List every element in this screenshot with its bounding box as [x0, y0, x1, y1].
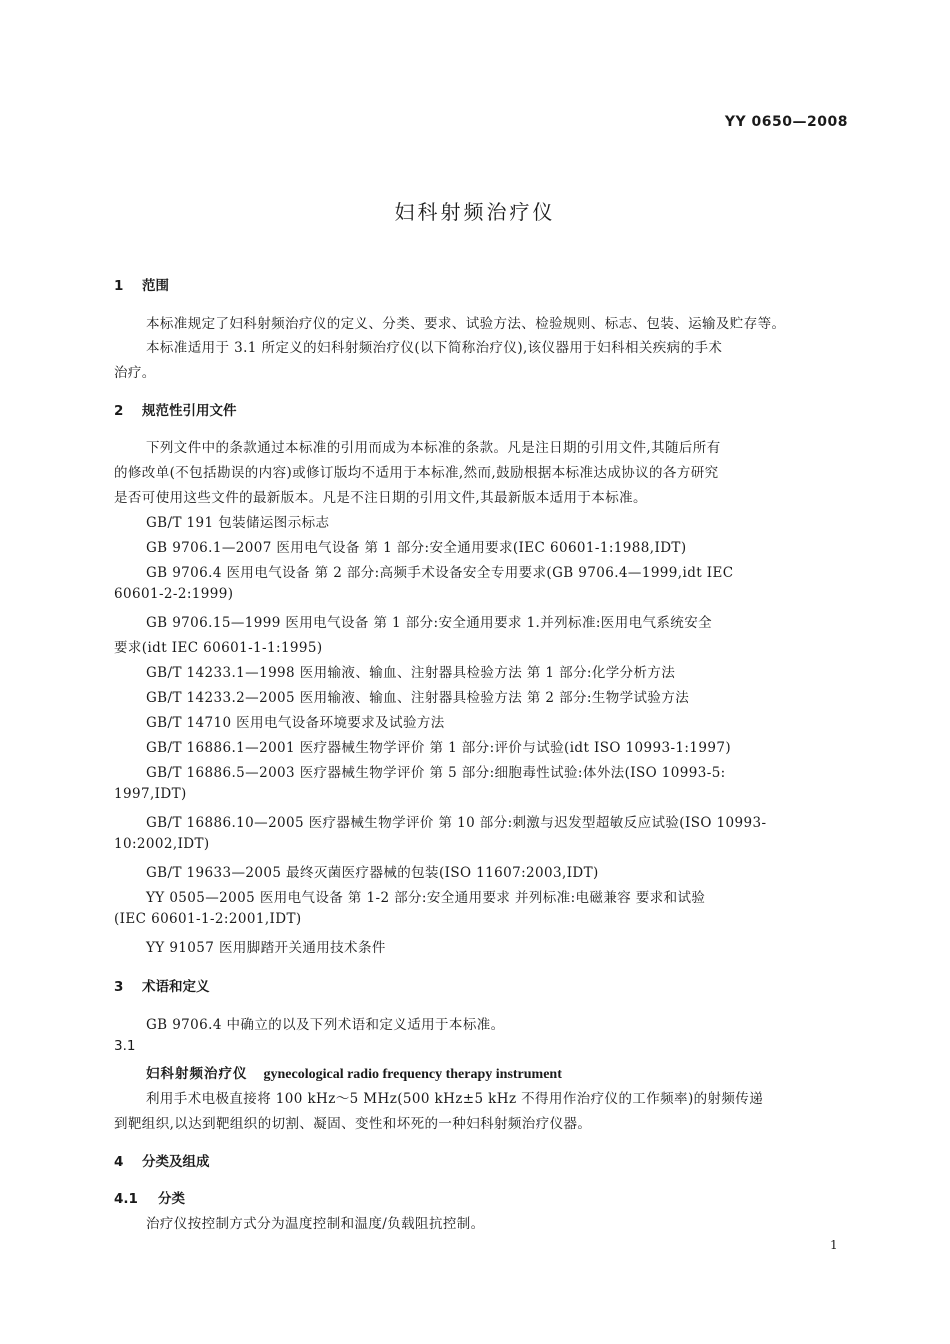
reference-item: GB 9706.4 医用电气设备 第 2 部分:高频手术设备安全专用要求(GB 9706.4—1999,idt IEC	[146, 565, 734, 581]
section-number: 3	[114, 979, 124, 995]
paragraph: 本标准规定了妇科射频治疗仪的定义、分类、要求、试验方法、检验规则、标志、包装、运输及贮存等。	[146, 316, 786, 332]
reference-item: 60601-2-2:1999)	[114, 586, 234, 602]
section-number: 4	[114, 1154, 124, 1170]
reference-item: GB/T 16886.10—2005 医疗器械生物学评价 第 10 部分:刺激与迟发型超敏反应试验(ISO 10993-	[146, 815, 767, 831]
section-number: 2	[114, 403, 124, 419]
subsection-number: 4.1	[114, 1191, 138, 1207]
definition: 利用手术电极直接将 100 kHz～5 MHz(500 kHz±5 kHz 不得用作治疗仪的工作频率)的射频传递	[146, 1091, 764, 1107]
paragraph: 本标准适用于 3.1 所定义的妇科射频治疗仪(以下简称治疗仪),该仪器用于妇科相关疾病的手术	[146, 340, 723, 356]
reference-item: GB 9706.1—2007 医用电气设备 第 1 部分:安全通用要求(IEC 60601-1:1988,IDT)	[146, 540, 687, 556]
subsection-title: 分类	[158, 1191, 185, 1207]
paragraph: 是否可使用这些文件的最新版本。凡是不注日期的引用文件,其最新版本适用于本标准。	[114, 490, 647, 506]
reference-item: 1997,IDT)	[114, 786, 187, 802]
section-4-heading	[114, 1150, 210, 1170]
reference-item: YY 91057 医用脚踏开关通用技术条件	[146, 940, 386, 956]
subsection-number: 3.1	[114, 1038, 136, 1054]
section-2-heading	[114, 399, 237, 419]
reference-item: 10:2002,IDT)	[114, 836, 210, 852]
section-title: 范围	[142, 278, 169, 294]
standard-code: YY 0650—2008	[724, 114, 848, 130]
section-3-heading	[114, 975, 210, 995]
reference-item: YY 0505—2005 医用电气设备 第 1-2 部分:安全通用要求 并列标准:电磁兼容 要求和试验	[146, 890, 706, 906]
reference-item: (IEC 60601-1-2:2001,IDT)	[114, 911, 302, 927]
term-english: gynecological radio frequency therapy instrument	[263, 1067, 562, 1082]
paragraph: GB 9706.4 中确立的以及下列术语和定义适用于本标准。	[146, 1017, 505, 1033]
reference-item: GB/T 14233.2—2005 医用输液、输血、注射器具检验方法 第 2 部分:生物学试验方法	[146, 690, 690, 706]
definition: 到靶组织,以达到靶组织的切割、凝固、变性和坏死的一种妇科射频治疗仪器。	[114, 1116, 592, 1132]
reference-item: GB/T 19633—2005 最终灭菌医疗器械的包装(ISO 11607:2003,IDT)	[146, 865, 599, 881]
section-title: 规范性引用文件	[142, 403, 237, 419]
reference-item: GB/T 16886.5—2003 医疗器械生物学评价 第 5 部分:细胞毒性试验:体外法(ISO 10993-5:	[146, 765, 726, 781]
paragraph: 的修改单(不包括勘误的内容)或修订版均不适用于本标准,然而,鼓励根据本标准达成协议的各方研究	[114, 465, 719, 481]
section-title: 术语和定义	[142, 979, 210, 995]
reference-item: GB/T 14710 医用电气设备环境要求及试验方法	[146, 715, 445, 731]
section-1-heading	[114, 274, 169, 294]
reference-item: GB 9706.15—1999 医用电气设备 第 1 部分:安全通用要求 1.并列标准:医用电气系统安全	[146, 615, 712, 631]
reference-item: GB/T 14233.1—1998 医用输液、输血、注射器具检验方法 第 1 部分:化学分析方法	[146, 665, 676, 681]
subsection-4-1-heading	[114, 1187, 185, 1207]
paragraph: 治疗。	[114, 365, 156, 381]
document-title: 妇科射频治疗仪	[394, 200, 556, 224]
reference-item: GB/T 191 包装储运图示标志	[146, 515, 330, 531]
reference-item: 要求(idt IEC 60601-1-1:1995)	[114, 640, 323, 656]
page-number: 1	[830, 1238, 838, 1252]
paragraph: 治疗仪按控制方式分为温度控制和温度/负载阻抗控制。	[146, 1216, 485, 1232]
term-chinese: 妇科射频治疗仪	[146, 1066, 248, 1082]
paragraph: 下列文件中的条款通过本标准的引用而成为本标准的条款。凡是注日期的引用文件,其随后所有	[146, 440, 721, 456]
term-entry	[146, 1062, 562, 1083]
section-title: 分类及组成	[142, 1154, 210, 1170]
reference-item: GB/T 16886.1—2001 医疗器械生物学评价 第 1 部分:评价与试验(idt ISO 10993-1:1997)	[146, 740, 731, 756]
section-number: 1	[114, 278, 124, 294]
